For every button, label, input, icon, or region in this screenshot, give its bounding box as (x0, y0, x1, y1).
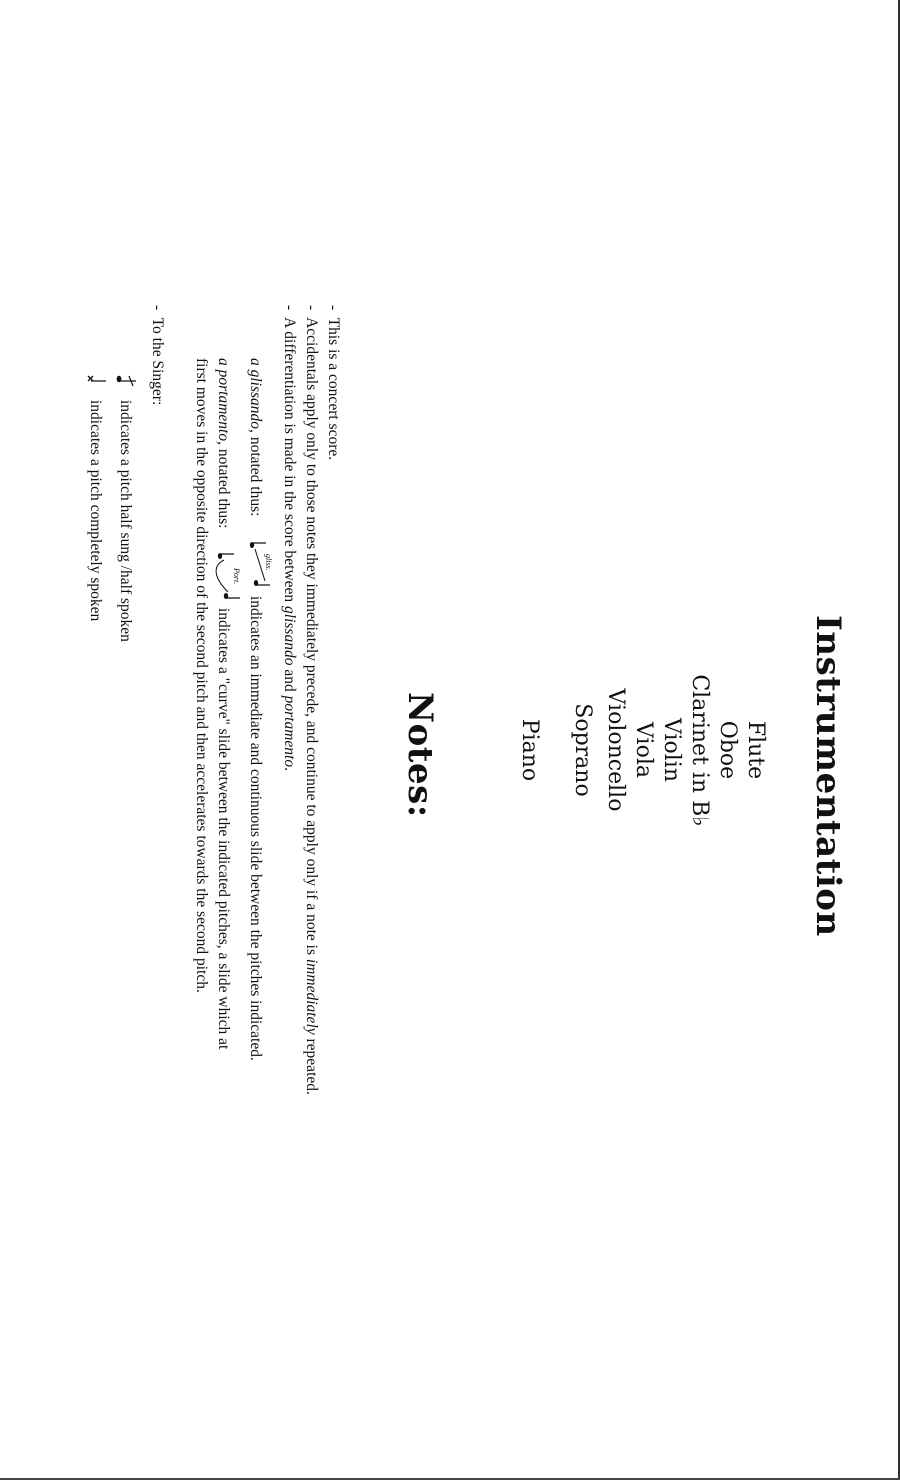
glissando-lead-tail: notated thus: (247, 432, 264, 517)
glissando-definition (246, 358, 264, 516)
notes-title: Notes: (400, 692, 440, 818)
instrument-violoncello: Violoncello (603, 688, 628, 812)
portamento-lead: a portamento, (215, 358, 232, 445)
portamento-lead-tail: notated thus: (215, 444, 232, 529)
instrument-flute: Flute (743, 720, 768, 780)
glissando-term: glissando (281, 606, 298, 666)
instrument-violin: Violin (659, 717, 684, 783)
singer-label: To the Singer: (149, 317, 166, 406)
bullet: - (325, 305, 342, 311)
portamento-term: portamento (281, 695, 298, 768)
portamento-description-2: first moves in the opposite direction of the second pitch and then accelerates towards the second pitch. (193, 358, 210, 993)
note-text-period: . (281, 767, 298, 771)
x-notehead-icon (84, 370, 108, 390)
note-text-emphasis: immediately (303, 958, 320, 1035)
half-spoken-description: indicates a pitch half sung /half spoken (117, 400, 134, 642)
portamento-symbol-icon (212, 548, 246, 604)
note-text-end: repeated. (303, 1034, 320, 1095)
glissando-symbol-icon (244, 537, 276, 591)
glissando-label: gliss. (264, 554, 273, 571)
note-item-1 (324, 305, 342, 460)
portamento-label: Port. (232, 568, 241, 585)
bullet: - (303, 305, 320, 311)
bullet: - (281, 305, 298, 311)
instrument-clarinet: Clarinet in B♭ (687, 674, 712, 827)
instrumentation-title: Instrumentation (808, 615, 848, 937)
instrument-oboe: Oboe (715, 720, 740, 780)
note-text: A differentiation is made in the score between (281, 317, 298, 607)
note-text-and: and (281, 665, 298, 696)
crossed-stem-note-icon (114, 370, 138, 390)
singer-heading (148, 305, 166, 405)
instrument-viola: Viola (631, 722, 656, 778)
glissando-description: indicates an immediate and continuous slide between the pitches indicated. (247, 596, 264, 1061)
portamento-definition (214, 358, 232, 529)
glissando-lead: a glissando, (247, 358, 264, 433)
instrument-piano: Piano (517, 718, 542, 782)
instrument-soprano: Soprano (570, 703, 595, 797)
note-item-2 (302, 305, 320, 1095)
bullet: - (149, 305, 166, 311)
note-item-3 (280, 305, 298, 771)
note-text: Accidentals apply only to those notes they immediately precede, and continue to apply only if a note is (303, 317, 320, 959)
note-text: This is a concert score. (325, 317, 342, 461)
spoken-description: indicates a pitch completely spoken (87, 400, 104, 622)
portamento-description-1: indicates a "curve" slide between the indicated pitches, a slide which at (215, 608, 232, 1050)
